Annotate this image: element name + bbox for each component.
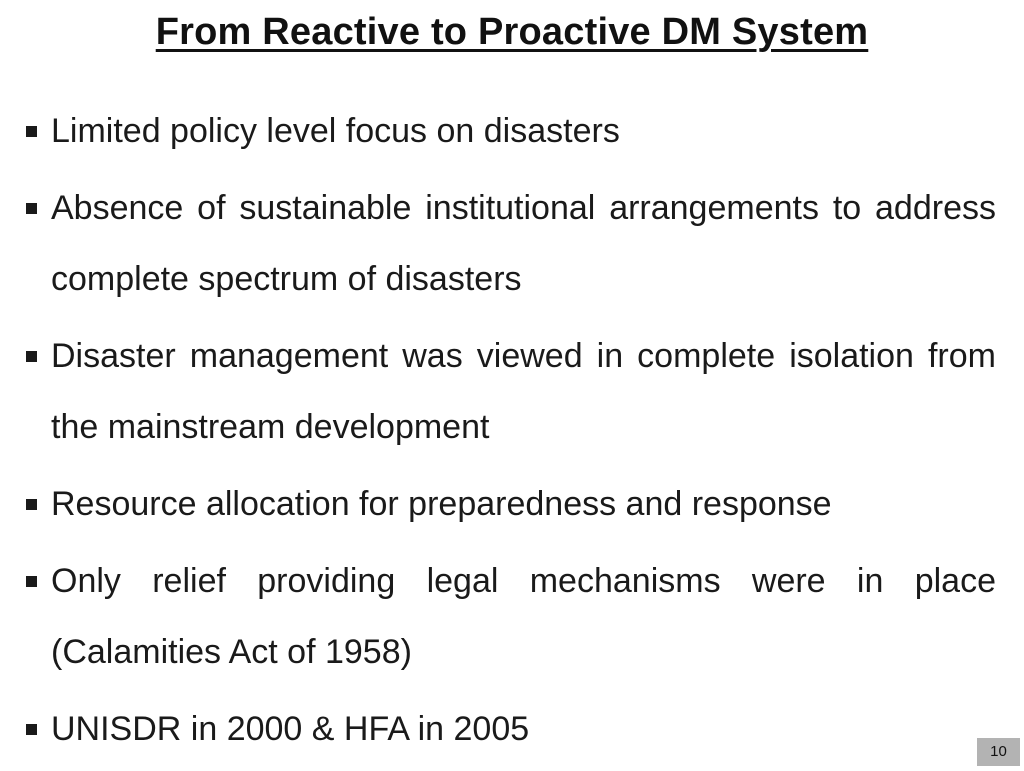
bullet-item <box>26 321 996 463</box>
bullet-text: Absence of sustainable institutional arrangements to address complete spectrum of disasters <box>51 189 996 298</box>
bullet-list <box>26 96 996 771</box>
bullet-text: Only relief providing legal mechanisms were in place (Calamities Act of 1958) <box>51 562 996 671</box>
square-bullet-icon <box>26 576 37 587</box>
bullet-item <box>26 173 996 315</box>
bullet-item <box>26 469 996 540</box>
square-bullet-icon <box>26 724 37 735</box>
bullet-item <box>26 96 996 167</box>
bullet-text: UNISDR in 2000 & HFA in 2005 <box>51 710 530 748</box>
bullet-item <box>26 546 996 688</box>
square-bullet-icon <box>26 351 37 362</box>
square-bullet-icon <box>26 126 37 137</box>
bullet-text: Resource allocation for preparedness and response <box>51 485 832 523</box>
slide-title: From Reactive to Proactive DM System <box>155 11 869 53</box>
bullet-text: Disaster management was viewed in complete isolation from the mainstream development <box>51 337 996 446</box>
bullet-text: Limited policy level focus on disasters <box>51 112 620 150</box>
square-bullet-icon <box>26 499 37 510</box>
square-bullet-icon <box>26 203 37 214</box>
bullet-item <box>26 694 996 765</box>
page-number: 10 <box>977 738 1020 766</box>
